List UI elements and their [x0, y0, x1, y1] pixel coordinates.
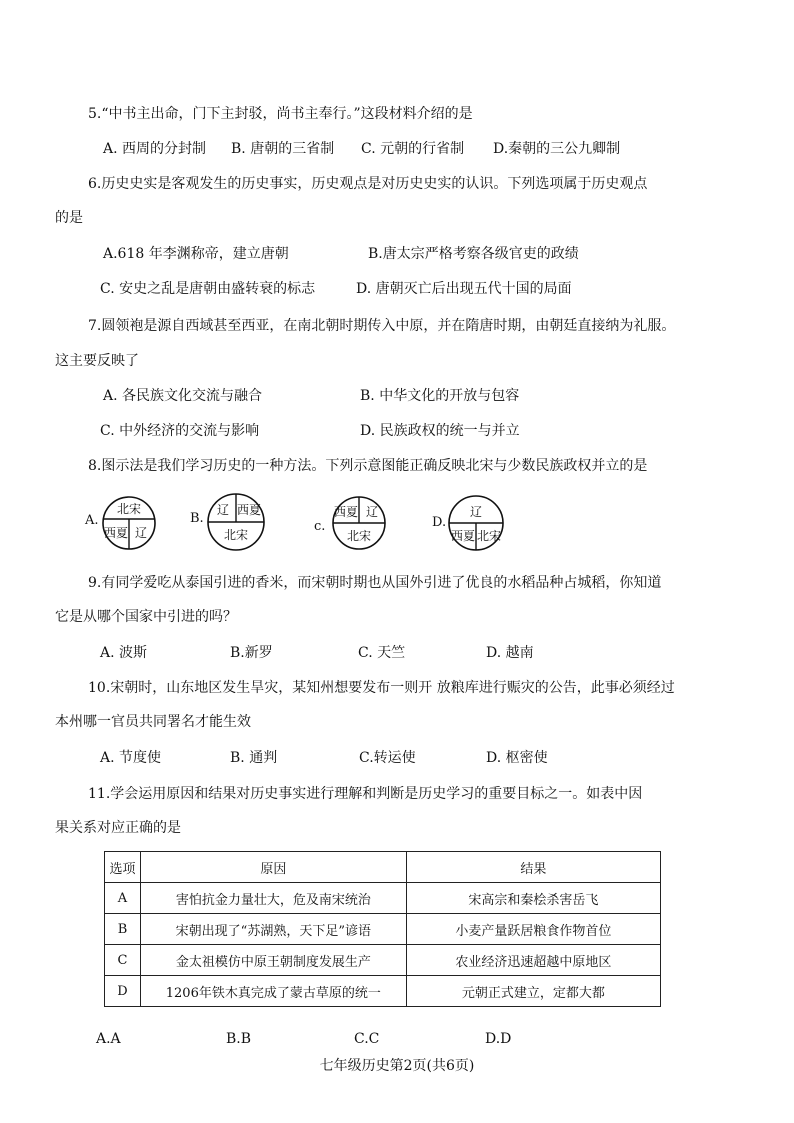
q6-options-row2	[100, 278, 700, 298]
q9-option-d: D. 越南	[486, 645, 534, 661]
table-cell-option: C	[105, 945, 141, 976]
table-cell-option: B	[105, 914, 141, 945]
q9-option-b: B.新罗	[230, 645, 273, 661]
q5-option-c: C. 元朝的行省制	[361, 141, 465, 157]
q8-diagram-d-label-top: 辽	[469, 505, 483, 519]
q8-diagram-a-label-top: 北宋	[116, 502, 142, 516]
q11-option-d: D.D	[485, 1031, 512, 1047]
q11-option-a: A.A	[96, 1031, 121, 1047]
table-cell-cause: 1206年铁木真完成了蒙古草原的统一	[140, 976, 406, 1007]
q9-stem-line2: 它是从哪个国家中引进的吗？	[55, 609, 237, 625]
q8-diagram-b-letter: B.	[190, 511, 204, 526]
q10-stem-line2: 本州哪一官员共同署名才能生效	[55, 714, 251, 730]
q11-options	[96, 1031, 696, 1051]
q7-option-d: D. 民族政权的统一与并立	[360, 423, 520, 439]
q8-diagram-b-circle	[205, 492, 267, 552]
q5-options	[103, 138, 703, 158]
q5-option-a: A. 西周的分封制	[103, 141, 207, 157]
q9-option-a: A. 波斯	[100, 645, 148, 661]
q8-diagram-a-label-left: 西夏	[103, 526, 129, 540]
q7-option-c: C. 中外经济的交流与影响	[100, 423, 260, 439]
table-row	[105, 976, 661, 1007]
q5-option-b: B. 唐朝的三省制	[231, 141, 335, 157]
q8-diagram-a	[85, 494, 175, 552]
q6-option-b: B.唐太宗严格考察各级官吏的政绩	[368, 246, 579, 262]
table-header-option: 选项	[105, 852, 141, 883]
q8-diagram-c-letter: c.	[314, 519, 326, 534]
q8-diagram-d-letter: D.	[432, 515, 447, 530]
q8-diagram-d-label-right: 北宋	[476, 529, 502, 543]
q10-option-c: C.转运使	[359, 750, 416, 766]
q10-option-d: D. 枢密使	[486, 750, 548, 766]
table-cell-option: D	[105, 976, 141, 1007]
q7-option-b: B. 中华文化的开放与包容	[360, 388, 520, 404]
q8-diagram-c-label-left: 西夏	[333, 505, 359, 519]
q11-stem-line1: 11.学会运用原因和结果对历史事实进行理解和判断是历史学习的重要目标之一。如表中因	[88, 786, 643, 802]
q8-diagram-c-circle	[329, 494, 389, 552]
q8-diagram-a-letter: A.	[85, 513, 99, 528]
q7-options-row1	[103, 385, 703, 405]
table-cell-cause: 害怕抗金力量壮大，危及南宋统治	[140, 883, 406, 914]
table-cell-option: A	[105, 883, 141, 914]
q7-stem-line1: 7.圆领袍是源自西域甚至西亚，在南北朝时期传入中原，并在隋唐时期，由朝廷直接纳为礼服。	[88, 318, 676, 334]
q11-stem-line2: 果关系对应正确的是	[55, 820, 181, 836]
page-footer: 七年级历史第2页(共6页)	[319, 1058, 475, 1074]
q8-diagram-d-circle	[445, 494, 507, 552]
cause-effect-table	[104, 851, 661, 1007]
q8-diagram-c	[314, 494, 404, 552]
q6-option-d: D. 唐朝灭亡后出现五代十国的局面	[356, 281, 572, 297]
q6-options-row1	[103, 243, 703, 263]
q8-diagram-b-label-right: 西夏	[236, 503, 262, 517]
q8-diagram-b-label-bottom: 北宋	[223, 528, 249, 542]
q7-stem-line2: 这主要反映了	[55, 353, 139, 369]
table-cell-result: 小麦产量跃居粮食作物首位	[406, 914, 660, 945]
q8-diagram-a-label-right: 辽	[134, 526, 148, 540]
table-row	[105, 883, 661, 914]
table-row	[105, 945, 661, 976]
q10-option-a: A. 节度使	[100, 750, 162, 766]
q10-options	[100, 747, 700, 767]
q9-stem-line1: 9.有同学爱吃从泰国引进的香米，而宋朝时期也从国外引进了优良的水稻品种占城稻，你知道	[88, 575, 662, 591]
q11-option-b: B.B	[226, 1031, 252, 1047]
table-cell-cause: 宋朝出现了“苏湖熟，天下足”谚语	[140, 914, 406, 945]
q8-diagram-c-label-right: 辽	[365, 505, 379, 519]
table-header-cause: 原因	[140, 852, 406, 883]
q6-stem-line1: 6.历史史实是客观发生的历史事实，历史观点是对历史史实的认识。下列选项属于历史观点	[88, 176, 648, 192]
q5-stem: 5.“中书主出命，门下主封驳，尚书主奉行。”这段材料介绍的是	[88, 106, 473, 122]
table-header-row	[105, 852, 661, 883]
table-cell-result: 农业经济迅速超越中原地区	[406, 945, 660, 976]
table-cell-result: 宋高宗和秦桧杀害岳飞	[406, 883, 660, 914]
table-cell-result: 元朝正式建立，定都大都	[406, 976, 660, 1007]
q7-options-row2	[100, 420, 700, 440]
q10-stem-line1: 10.宋朝时，山东地区发生旱灾，某知州想要发布一则开 放粮库进行赈灾的公告，此事必须经过	[88, 680, 675, 696]
q6-option-c: C. 安史之乱是唐朝由盛转衰的标志	[100, 281, 316, 297]
q9-option-c: C. 天竺	[358, 645, 406, 661]
q5-option-d: D.秦朝的三公九卿制	[493, 141, 621, 157]
q7-option-a: A. 各民族文化交流与融合	[103, 388, 263, 404]
q11-option-c: C.C	[354, 1031, 380, 1047]
q6-option-a: A.618 年李渊称帝，建立唐朝	[103, 246, 289, 262]
table-header-result: 结果	[406, 852, 660, 883]
q8-diagram-d-label-left: 西夏	[450, 529, 476, 543]
q10-option-b: B. 通判	[230, 750, 278, 766]
q8-diagram-b	[190, 492, 280, 550]
q8-diagram-d	[432, 494, 522, 552]
q6-stem-line2: 的是	[55, 210, 83, 226]
q8-diagram-b-label-left: 辽	[216, 503, 230, 517]
q8-diagram-a-circle	[99, 494, 159, 552]
q9-options	[100, 642, 700, 662]
q8-stem: 8.图示法是我们学习历史的一种方法。下列示意图能正确反映北宋与少数民族政权并立的是	[88, 458, 648, 474]
table-row	[105, 914, 661, 945]
table-cell-cause: 金太祖模仿中原王朝制度发展生产	[140, 945, 406, 976]
q8-diagram-c-label-bottom: 北宋	[346, 529, 372, 543]
